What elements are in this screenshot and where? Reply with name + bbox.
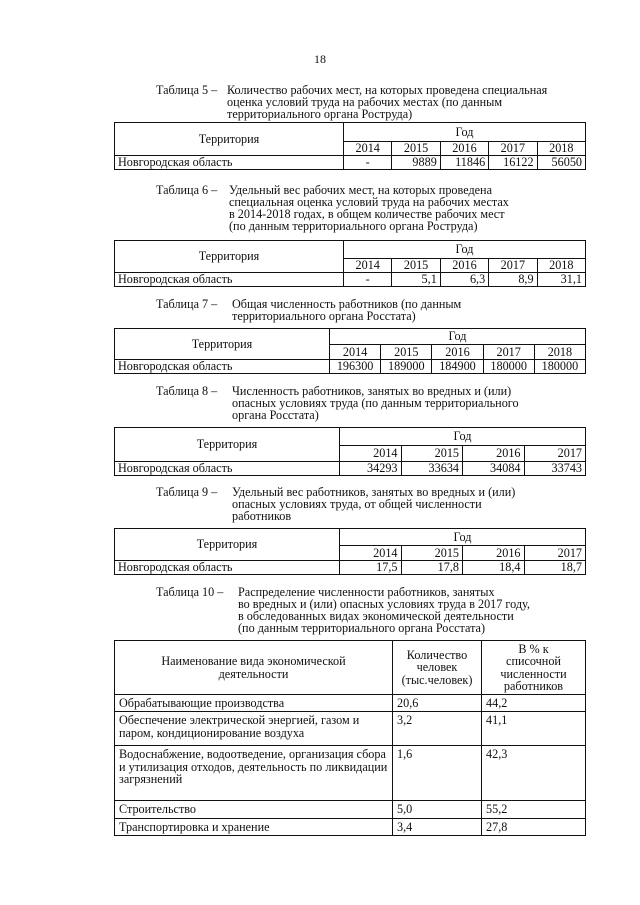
year-cell: 2016	[440, 142, 488, 156]
value-cell: 33743	[524, 462, 586, 476]
percent-cell: 55,2	[482, 801, 586, 818]
territory-header: Территория	[115, 329, 330, 360]
value-cell: 34293	[340, 462, 402, 476]
value-cell: 189000	[381, 360, 432, 374]
table7-caption-line: Общая численность работников (по данным	[232, 297, 462, 311]
year-cell: 2015	[392, 259, 440, 273]
table10-caption-line: (по данным территориального органа Росстата)	[238, 621, 486, 635]
count-header: Количество человек (тыс.человек)	[393, 641, 482, 695]
count-cell: 3,4	[393, 818, 482, 835]
year-cell: 2015	[401, 446, 463, 462]
value-cell: -	[344, 156, 392, 170]
region-cell: Новгородская область	[115, 561, 340, 575]
table5-label: Таблица 5 –	[156, 83, 218, 97]
count-cell: 5,0	[393, 801, 482, 818]
territory-header: Территория	[115, 241, 344, 273]
region-cell: Новгородская область	[115, 273, 344, 287]
value-cell: 180000	[483, 360, 534, 374]
page-number: 18	[314, 52, 326, 66]
year-cell: 2016	[463, 546, 525, 561]
year-cell: 2014	[340, 446, 402, 462]
value-cell: 16122	[489, 156, 537, 170]
year-header: Год	[330, 329, 586, 345]
region-cell: Новгородская область	[115, 156, 344, 170]
year-cell: 2017	[489, 259, 537, 273]
activity-cell: Строительство	[115, 801, 393, 818]
table6-caption-line: Удельный вес рабочих мест, на которых проведена	[229, 183, 492, 197]
year-cell: 2014	[340, 546, 402, 561]
year-cell: 2014	[344, 142, 392, 156]
percent-cell: 27,8	[482, 818, 586, 835]
table10-caption	[156, 586, 606, 638]
value-cell: 184900	[432, 360, 483, 374]
table8-caption-line: Численность работников, занятых во вредных и (или)	[232, 384, 512, 398]
table5-caption-line: Количество рабочих мест, на которых проведена специальная	[227, 83, 548, 97]
table6-caption-line: в 2014-2018 годах, в общем количестве рабочих мест	[229, 207, 505, 221]
table6-label: Таблица 6 –	[156, 183, 218, 197]
percent-cell: 42,3	[482, 746, 586, 801]
activity-cell: Водоснабжение, водоотведение, организация сбора и утилизация отходов, деятельность по ликвидации загрязнений	[115, 746, 393, 801]
region-cell: Новгородская область	[115, 360, 330, 374]
table8-caption	[156, 385, 596, 425]
table5	[114, 122, 586, 170]
value-cell: 56050	[537, 156, 585, 170]
value-cell: 34084	[463, 462, 525, 476]
table8-caption-line: опасных условиях труда (по данным территориального	[232, 396, 519, 410]
value-cell: 17,5	[340, 561, 402, 575]
year-header: Год	[344, 241, 586, 259]
count-cell: 20,6	[393, 695, 482, 712]
count-cell: 1,6	[393, 746, 482, 801]
value-cell: 11846	[440, 156, 488, 170]
table6	[114, 240, 586, 287]
value-cell: 6,3	[440, 273, 488, 287]
year-cell: 2017	[524, 546, 586, 561]
table9-caption	[156, 486, 596, 526]
table10-caption-line: во вредных и (или) опасных условиях труда в 2017 году,	[238, 597, 530, 611]
territory-header: Территория	[115, 123, 344, 156]
table9	[114, 528, 586, 575]
year-cell: 2015	[392, 142, 440, 156]
table5-caption-line: территориального органа Роструда)	[227, 107, 413, 121]
year-cell: 2015	[401, 546, 463, 561]
value-cell: 18,7	[524, 561, 586, 575]
activity-cell: Транспортировка и хранение	[115, 818, 393, 835]
value-cell: 17,8	[401, 561, 463, 575]
value-cell: 31,1	[537, 273, 585, 287]
table7	[114, 328, 586, 374]
activity-cell: Обеспечение электрической энергией, газом и паром, кондиционирование воздуха	[115, 712, 393, 746]
table9-caption-line: Удельный вес работников, занятых во вредных и (или)	[232, 485, 516, 499]
value-cell: -	[344, 273, 392, 287]
table8-caption-line: органа Росстата)	[232, 408, 319, 422]
value-cell: 9889	[392, 156, 440, 170]
percent-cell: 41,1	[482, 712, 586, 746]
table10-label: Таблица 10 –	[156, 585, 224, 599]
table7-label: Таблица 7 –	[156, 297, 218, 311]
year-cell: 2017	[524, 446, 586, 462]
year-cell: 2017	[489, 142, 537, 156]
table5-caption	[156, 84, 596, 124]
table5-caption-line: оценка условий труда на рабочих местах (по данным	[227, 95, 503, 109]
value-cell: 196300	[330, 360, 381, 374]
table9-caption-line: работников	[232, 509, 292, 523]
table6-caption-line: специальная оценка условий труда на рабочих местах	[229, 195, 509, 209]
activity-cell: Обрабатывающие производства	[115, 695, 393, 712]
value-cell: 180000	[534, 360, 585, 374]
year-cell: 2014	[330, 345, 381, 360]
value-cell: 18,4	[463, 561, 525, 575]
value-cell: 5,1	[392, 273, 440, 287]
year-header: Год	[340, 428, 586, 446]
year-cell: 2017	[483, 345, 534, 360]
year-cell: 2018	[537, 142, 585, 156]
year-cell: 2016	[463, 446, 525, 462]
value-cell: 8,9	[489, 273, 537, 287]
activity-header: Наименование вида экономической деятельности	[115, 641, 393, 695]
table9-caption-line: опасных условиях труда, от общей численности	[232, 497, 482, 511]
year-header: Год	[344, 123, 586, 142]
table8-label: Таблица 8 –	[156, 384, 218, 398]
table8	[114, 427, 586, 476]
year-cell: 2015	[381, 345, 432, 360]
year-cell: 2018	[537, 259, 585, 273]
value-cell: 33634	[401, 462, 463, 476]
territory-header: Территория	[115, 428, 340, 462]
table10	[114, 640, 586, 836]
year-cell: 2016	[432, 345, 483, 360]
year-cell: 2014	[344, 259, 392, 273]
year-cell: 2016	[440, 259, 488, 273]
territory-header: Территория	[115, 529, 340, 561]
table7-caption-line: территориального органа Росстата)	[232, 309, 416, 323]
table10-caption-line: в обследованных видах экономической деятельности	[238, 609, 514, 623]
region-cell: Новгородская область	[115, 462, 340, 476]
percent-header: В % к списочной численности работников	[482, 641, 586, 695]
year-header: Год	[340, 529, 586, 546]
table6-caption	[156, 184, 596, 236]
percent-cell: 44,2	[482, 695, 586, 712]
table10-caption-line: Распределение численности работников, занятых	[238, 585, 495, 599]
count-cell: 3,2	[393, 712, 482, 746]
table9-label: Таблица 9 –	[156, 485, 218, 499]
table6-caption-line: (по данным территориального органа Роструда)	[229, 219, 478, 233]
year-cell: 2018	[534, 345, 585, 360]
table7-caption	[156, 298, 596, 326]
